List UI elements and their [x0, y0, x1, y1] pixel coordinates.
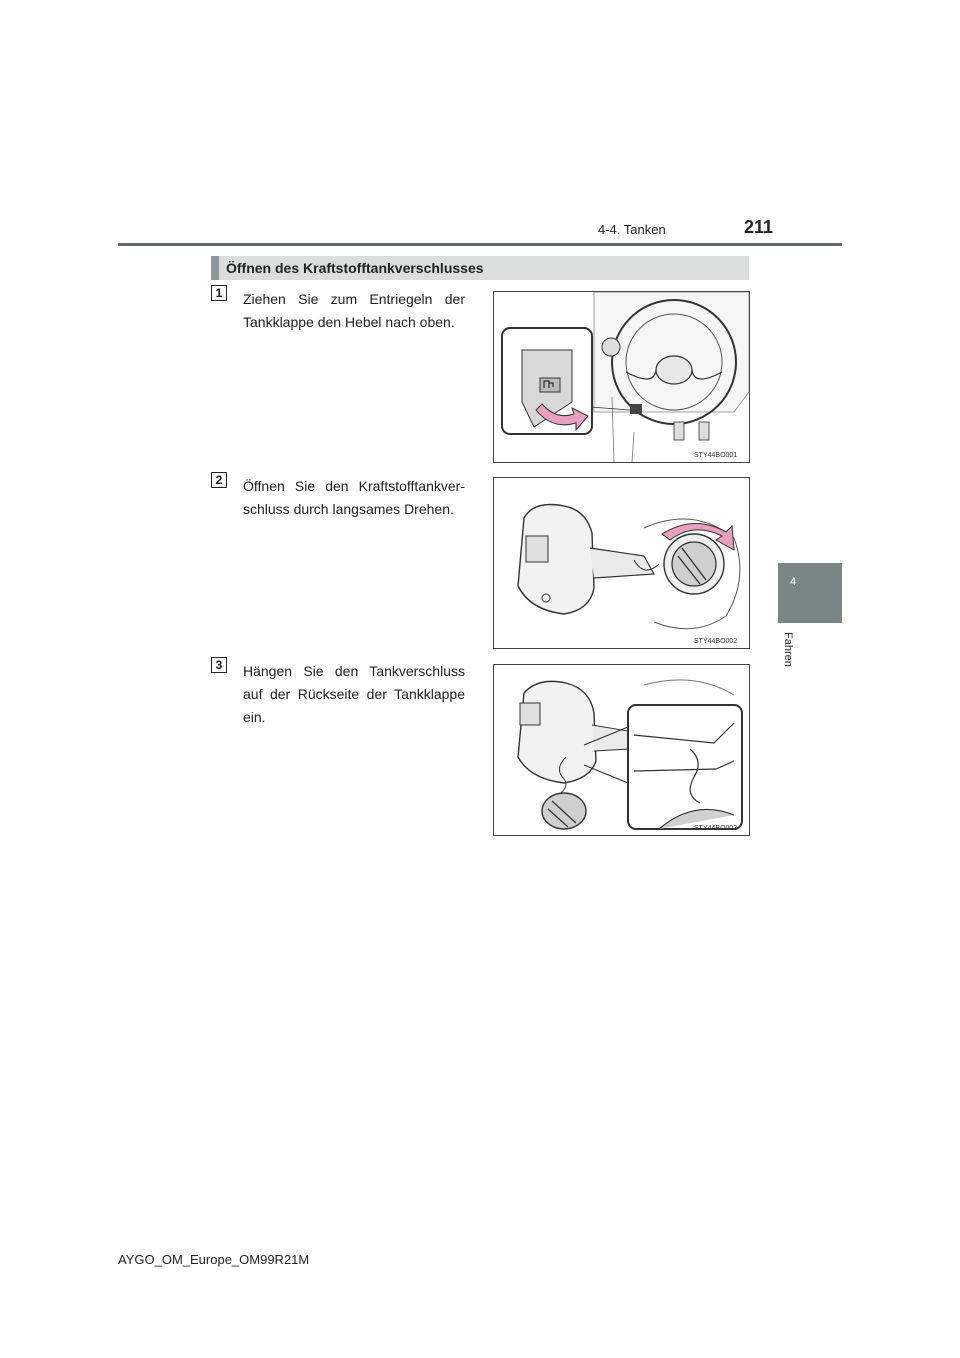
- figure-fuel-lever: [493, 291, 750, 463]
- step-text-1: Ziehen Sie zum Entriegeln der Tankklappe den Hebel nach oben.: [243, 291, 465, 330]
- step-number-1: 1: [211, 285, 227, 301]
- figure-code-1: STY44BO001: [694, 452, 738, 459]
- step-text-3: Hängen Sie den Tankverschluss auf der Rückseite der Tankklappe ein.: [243, 663, 465, 725]
- chapter-number: 4: [790, 576, 797, 588]
- section-title: Öffnen des Kraftstofftankverschlusses: [226, 260, 484, 276]
- figure-code-2: STY44BO002: [694, 638, 738, 645]
- section-header-accent: [211, 256, 219, 280]
- step-number-2: 2: [211, 472, 227, 488]
- chapter-label: Fahren: [782, 632, 794, 667]
- document-id: AYGO_OM_Europe_OM99R21M: [118, 1252, 310, 1267]
- figure-code-3: STY44BO003: [694, 825, 738, 832]
- page-number: 211: [744, 217, 774, 237]
- figure-fuel-cap-open: [493, 477, 750, 649]
- step-number-3: 3: [211, 657, 227, 673]
- section-label: 4-4. Tanken: [598, 222, 666, 237]
- chapter-tab: [778, 563, 842, 623]
- step-text-2: Öffnen Sie den Kraftstofftankver-schluss durch langsames Drehen.: [243, 478, 465, 517]
- header-rule: [118, 243, 842, 246]
- figure-fuel-cap-hang: [493, 664, 750, 836]
